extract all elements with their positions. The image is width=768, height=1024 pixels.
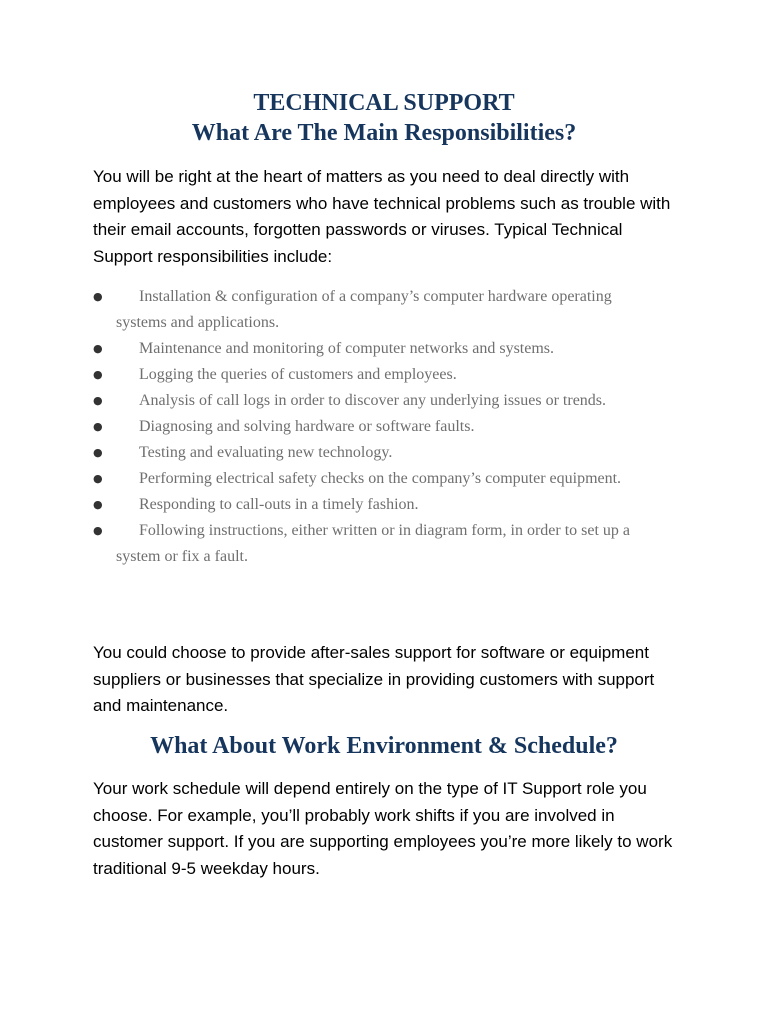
bullet-icon: ●: [93, 472, 103, 485]
bullet-icon: ●: [93, 446, 103, 459]
list-item-text: Diagnosing and solving hardware or software faults.: [139, 418, 475, 435]
schedule-paragraph: Your work schedule will depend entirely on the type of IT Support role you choose. For example, you’ll probably work shifts if you are involved in customer support. If you are supporting employees you’re more likely to work traditional 9-5 weekday hours.: [93, 779, 673, 878]
list-item-text: Responding to call-outs in a timely fashion.: [139, 496, 419, 513]
list-item-text: Maintenance and monitoring of computer networks and systems.: [139, 340, 555, 357]
title-line-2: What Are The Main Responsibilities?: [191, 120, 577, 146]
list-item-text: Following instructions, either written or in diagram form, in order to set up a system or fix a fault.: [116, 522, 631, 565]
responsibilities-list: [93, 284, 653, 570]
bullet-icon: ●: [93, 420, 103, 433]
list-item-text: Performing electrical safety checks on the company’s computer equipment.: [139, 470, 622, 487]
title-line-1: TECHNICAL SUPPORT: [253, 90, 515, 116]
list-item: [93, 518, 653, 570]
document-title: [0, 88, 768, 148]
after-sales-paragraph: You could choose to provide after-sales support for software or equipment suppliers or businesses that specialize in providing customers with support and maintenance.: [93, 643, 655, 715]
list-item-text: Testing and evaluating new technology.: [139, 444, 393, 461]
bullet-icon: ●: [93, 498, 103, 511]
list-item: [93, 440, 653, 466]
list-item-text: Analysis of call logs in order to discover any underlying issues or trends.: [139, 392, 607, 409]
list-item: [93, 466, 653, 492]
list-item: [93, 388, 653, 414]
bullet-icon: ●: [93, 342, 103, 355]
bullet-icon: ●: [93, 290, 103, 303]
bullet-icon: ●: [93, 394, 103, 407]
list-item: [93, 492, 653, 518]
list-item: [93, 362, 653, 388]
list-item: [93, 284, 653, 336]
intro-paragraph: You will be right at the heart of matters as you need to deal directly with employees and customers who have technical problems such as trouble with their email accounts, forgotten passwords or viruses. Typical Technical Support responsibilities include:: [93, 167, 671, 266]
list-item-text: Logging the queries of customers and employees.: [139, 366, 457, 383]
bullet-icon: ●: [93, 368, 103, 381]
bullet-icon: ●: [93, 524, 103, 537]
list-item: [93, 414, 653, 440]
list-item: [93, 336, 653, 362]
list-item-text: Installation & configuration of a company’s computer hardware operating systems and applications.: [116, 288, 612, 331]
section-heading: What About Work Environment & Schedule?: [150, 733, 618, 759]
